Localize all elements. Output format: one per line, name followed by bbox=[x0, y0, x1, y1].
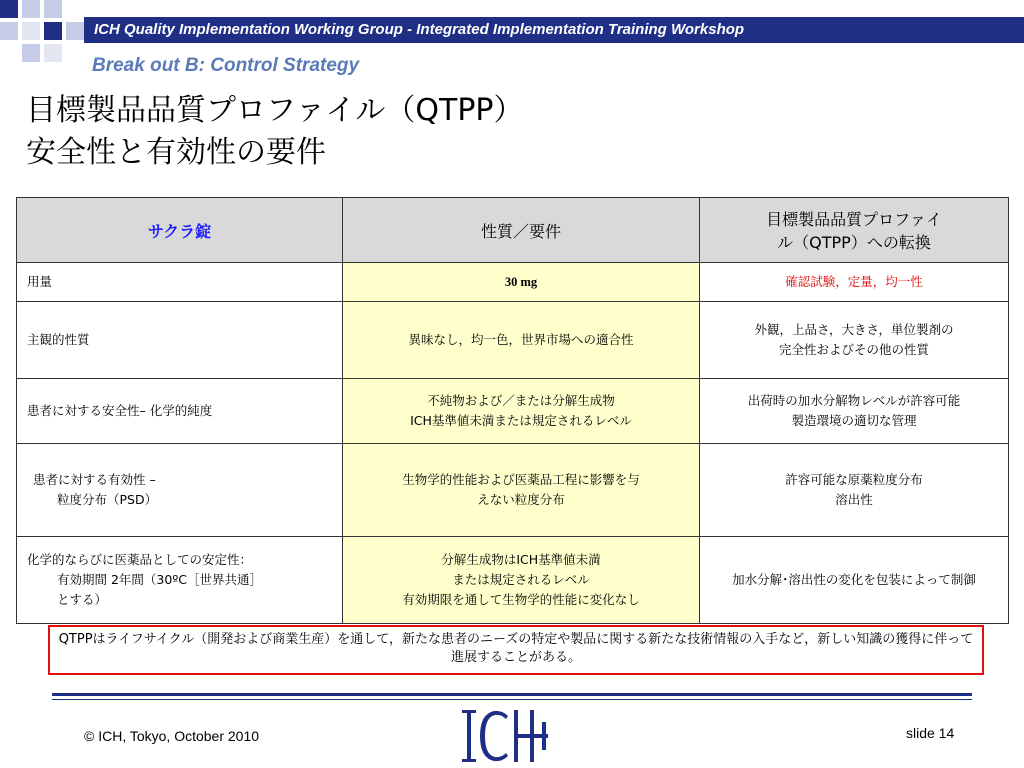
page-title bbox=[26, 90, 524, 174]
header-cell-qtpp: 目標製品品質プロファイル（QTPP）への転換 bbox=[700, 198, 1009, 263]
cell-text: 有効期間 2年間（30ºC［世界共通］ bbox=[57, 572, 262, 587]
cell-text: 加水分解･溶出性の変化を包装によって制御 bbox=[732, 572, 976, 587]
cell-text: 化学的ならびに医薬品としての安定性： bbox=[27, 552, 253, 567]
table-cell bbox=[343, 263, 700, 302]
table-row bbox=[17, 537, 1009, 624]
table-cell bbox=[343, 302, 700, 379]
note-text: QTPPはライフサイクル（開発および商業生産）を通して，新たな患者のニーズの特定や製品に関する新たな技術情報の入手など，新しい知識の獲得に伴って進展することがある。 bbox=[58, 632, 974, 665]
table-header-row bbox=[17, 198, 1009, 263]
table-row bbox=[17, 263, 1009, 302]
title-line-2: 安全性と有効性の要件 bbox=[26, 135, 326, 170]
decor-square bbox=[22, 22, 40, 40]
table-row bbox=[17, 379, 1009, 444]
cell-text: 主観的性質 bbox=[27, 332, 90, 347]
cell-text: 異味なし，均一色，世界市場への適合性 bbox=[408, 332, 634, 347]
decor-square bbox=[66, 22, 84, 40]
cell-text: 有効期限を通して生物学的性能に変化なし bbox=[402, 592, 640, 607]
cell-text: 患者に対する安全性– 化学的純度 bbox=[27, 403, 213, 418]
cell-text: 外観，上品さ，大きさ，単位製剤の bbox=[754, 322, 954, 337]
table-cell bbox=[17, 302, 343, 379]
slide-number: slide 14 bbox=[906, 725, 955, 741]
decor-square bbox=[0, 22, 18, 40]
decor-square bbox=[44, 0, 62, 18]
cell-text: 患者に対する有効性 – bbox=[33, 472, 156, 487]
title-line-1: 目標製品品質プロファイル（QTPP） bbox=[26, 93, 524, 128]
decor-square bbox=[22, 44, 40, 62]
cell-text: とする） bbox=[57, 592, 108, 607]
header-cell-property: 性質／要件 bbox=[343, 198, 700, 263]
cell-text: えない粒度分布 bbox=[477, 492, 565, 507]
footer-divider bbox=[52, 693, 972, 696]
decor-square bbox=[44, 44, 62, 62]
cell-text: 確認試験，定量，均一性 bbox=[785, 274, 923, 289]
cell-text: 不純物および／または分解生成物 bbox=[427, 393, 615, 408]
section-subtitle: Break out B: Control Strategy bbox=[92, 55, 360, 76]
decor-square bbox=[22, 0, 40, 18]
table-cell bbox=[17, 263, 343, 302]
cell-text: 分解生成物はICH基準値未満 bbox=[441, 552, 601, 567]
cell-text: 生物学的性能および医薬品工程に影響を与 bbox=[402, 472, 640, 487]
table-cell bbox=[700, 379, 1009, 444]
cell-text: または規定されるレベル bbox=[452, 572, 590, 587]
header-highlight-text: Integrated Implementation Training Workshop bbox=[416, 21, 745, 38]
table-cell bbox=[700, 537, 1009, 624]
table-cell bbox=[343, 537, 700, 624]
table-row bbox=[17, 302, 1009, 379]
header-text bbox=[94, 21, 744, 38]
table-cell bbox=[17, 444, 343, 537]
note-box bbox=[48, 625, 984, 675]
qtpp-table bbox=[16, 197, 1009, 624]
header-cell-product: サクラ錠 bbox=[17, 198, 343, 263]
cell-text: 出荷時の加水分解物レベルが許容可能 bbox=[747, 393, 961, 408]
table-cell bbox=[17, 537, 343, 624]
table-cell bbox=[343, 379, 700, 444]
cell-text: ICH基準値未満または規定されるレベル bbox=[410, 413, 632, 428]
ich-logo bbox=[462, 706, 552, 766]
footer-divider-thin bbox=[52, 699, 972, 700]
decor-square bbox=[0, 0, 18, 18]
table-cell bbox=[343, 444, 700, 537]
table-cell bbox=[700, 263, 1009, 302]
cell-text: 粒度分布（PSD） bbox=[57, 492, 158, 507]
cell-text: 許容可能な原薬粒度分布 bbox=[785, 472, 923, 487]
cell-text: 製造環境の適切な管理 bbox=[791, 413, 917, 428]
table-cell bbox=[700, 302, 1009, 379]
table-row bbox=[17, 444, 1009, 537]
header-main-text: ICH Quality Implementation Working Group - bbox=[94, 21, 417, 38]
decor-square bbox=[44, 22, 62, 40]
copyright-text: © ICH, Tokyo, October 2010 bbox=[84, 728, 260, 744]
cell-text: 用量 bbox=[27, 274, 53, 289]
table-cell bbox=[700, 444, 1009, 537]
table-cell bbox=[17, 379, 343, 444]
cell-text: 30 mg bbox=[504, 275, 538, 289]
cell-text: 溶出性 bbox=[835, 492, 873, 507]
cell-text: 完全性およびその他の性質 bbox=[778, 342, 929, 357]
